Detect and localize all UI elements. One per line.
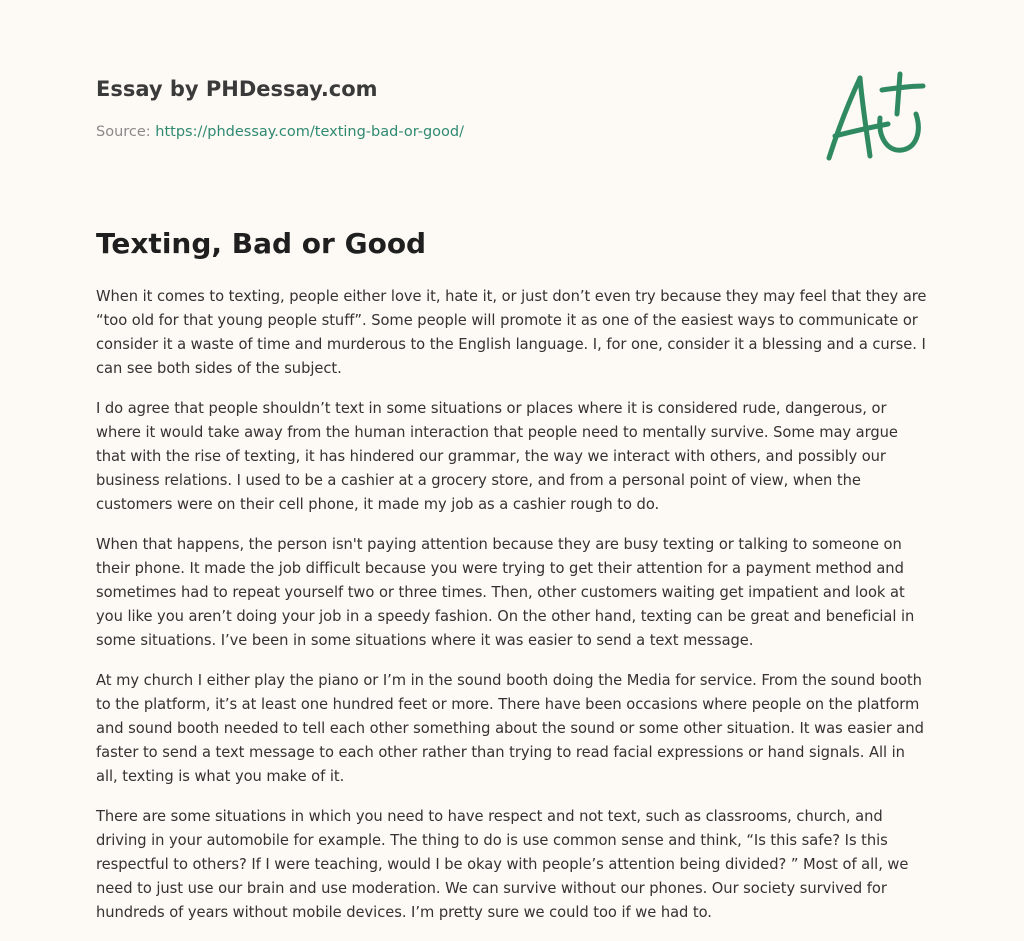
essay-title: Texting, Bad or Good [96,227,427,260]
essay-paragraph: I do agree that people shouldn’t text in some situations or places where it is considered rude, dangerous, or where it would take away from the human interaction that people need to mentally survive. Some may argue that with the rise of texting, it has hindered our grammar, the way we interact with others, and possibly our business relations. I used to be a cashier at a grocery store, and from a personal point of view, when the customers were on their cell phone, it made my job as a cashier rough to do. [96,400,898,513]
essay-body [96,285,928,941]
source-label: Source: [96,124,156,140]
essay-paragraph: When it comes to texting, people either love it, hate it, or just don’t even try because they may feel that they are “too old for that young people stuff”. Some people will promote it as one of the easiest ways to communicate or consider it a waste of time and murderous to the English language. I, for one, consider it a blessing and a curse. I can see both sides of the subject. [96,288,927,377]
source-line [96,122,816,142]
a-plus-grade-icon [822,66,932,166]
essay-paragraph: When that happens, the person isn't paying attention because they are busy texting or talking to someone on their phone. It made the job difficult because you were trying to get their attention for a payment method and sometimes had to repeat yourself two or three times. Then, other customers waiting get impatient and look at you like you aren’t doing your job in a speedy fashion. On the other hand, texting can be great and beneficial in some situations. I’ve been in some situations where it was easier to send a text message. [96,536,915,649]
brand-title: Essay by PHDessay.com [96,77,378,101]
page-header [96,74,816,142]
essay-paragraph: At my church I either play the piano or I’m in the sound booth doing the Media for service. From the sound booth to the platform, it’s at least one hundred feet or more. There have been occasions where people on the platform and sound booth needed to tell each other something about the sound or some other situation. It was easier and faster to send a text message to each other rather than trying to read facial expressions or hand signals. All in all, texting is what you make of it. [96,672,924,785]
source-link[interactable]: https://phdessay.com/texting-bad-or-good/ [155,124,465,140]
essay-paragraph: There are some situations in which you need to have respect and not text, such as classrooms, church, and driving in your automobile for example. The thing to do is use common sense and think, “Is this safe? Is this respectful to others? If I were teaching, would I be okay with people’s attention being divided? ” Most of all, we need to just use our brain and use moderation. We can survive without our phones. Our society survived for hundreds of years without mobile devices. I’m pretty sure we could too if we had to. [96,808,909,921]
